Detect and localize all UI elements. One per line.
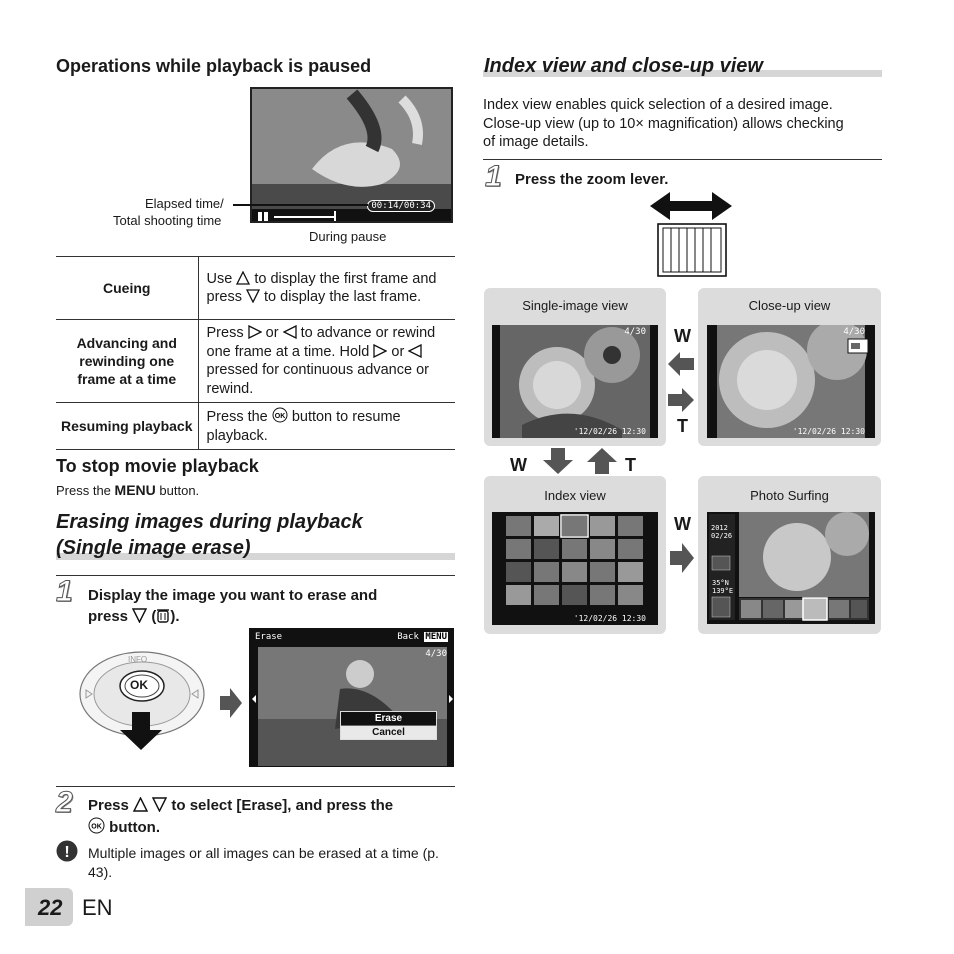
table-row: [56, 403, 455, 450]
right-step1-rule: [483, 159, 882, 160]
right-triangle-icon: [248, 325, 262, 339]
caution-icon: [56, 840, 78, 862]
table-row: [56, 320, 455, 403]
intro-text: [483, 96, 883, 152]
desc-text: Use: [206, 270, 233, 287]
ok-button-icon: [88, 817, 105, 834]
op-cell: Resuming playback: [56, 403, 198, 450]
stop-text: [56, 482, 199, 498]
trash-icon: [156, 607, 170, 623]
index-heading: Index view and close-up view: [484, 55, 763, 77]
back-label: [397, 632, 448, 642]
page-lang: EN: [82, 895, 113, 920]
w-label: W: [674, 514, 691, 534]
op-cell: Advancing and rewinding one frame at a time: [56, 320, 198, 403]
step1-part: press: [88, 608, 129, 625]
single-image-label: Single-image view: [522, 298, 628, 313]
surf-coord-lat: 35°N: [712, 579, 729, 587]
paused-movie-screen: [250, 87, 453, 223]
t-label: T: [677, 416, 688, 436]
surf-coord: [712, 579, 733, 595]
step1-line2: [88, 606, 377, 627]
index-label: Index view: [544, 488, 606, 503]
stop-heading: To stop movie playback: [56, 456, 259, 476]
table-row: [56, 257, 455, 320]
right-arrow-icon: [220, 688, 242, 718]
desc-text: or: [265, 325, 279, 341]
photo-surfing-screen: [707, 512, 875, 624]
left-arrow-icon: [668, 352, 694, 376]
counter: 4/30: [843, 327, 865, 337]
photo-surfing-panel: [698, 476, 881, 634]
intro-line: Close-up view (up to 10× magnification) allows checking: [483, 115, 844, 132]
single-image-screen: [492, 325, 658, 438]
right-arrow-icon: [670, 543, 694, 573]
image-counter: 4/30: [425, 649, 447, 659]
desc-text: or: [391, 343, 405, 360]
single-image-panel: [484, 288, 666, 446]
desc-text: pressed for continuous advance or rewind.: [206, 362, 429, 397]
menu-icon: MENU: [425, 632, 447, 642]
cancel-option[interactable]: Cancel: [341, 726, 436, 739]
w-label: W: [674, 326, 691, 346]
erase-heading-line1: Erasing images during playback: [56, 511, 363, 533]
closeup-panel: [698, 288, 881, 446]
surfing-photo: [707, 512, 875, 624]
surf-date-year: 2012: [711, 524, 728, 532]
elapsed-label: Elapsed time/: [145, 196, 224, 211]
up-triangle-icon: [133, 797, 148, 812]
desc-cell: [198, 257, 455, 320]
step2-line1: [88, 795, 393, 817]
op-cell: Cueing: [56, 257, 198, 320]
step1-rule: [56, 575, 455, 576]
step2-part: button.: [109, 819, 160, 836]
down-triangle-icon: [132, 608, 147, 623]
surf-date: [711, 524, 732, 540]
down-arrow-icon: [543, 448, 573, 474]
datestamp: '12/02/26 12:30: [792, 427, 865, 436]
down-triangle-icon: [246, 289, 260, 303]
during-pause-caption: During pause: [309, 229, 387, 244]
ok-button-icon: [272, 407, 288, 423]
erase-heading-line2: (Single image erase): [56, 537, 251, 559]
step2-part: to select [Erase], and press the: [171, 797, 394, 814]
step1-line1: Display the image you want to erase and: [88, 587, 378, 604]
menu-button-label: MENU: [114, 482, 156, 498]
callout-line: [233, 204, 368, 206]
desc-cell: [198, 320, 455, 403]
paused-heading: Operations while playback is paused: [56, 56, 372, 76]
svg-text:OK: OK: [91, 823, 102, 831]
stop-text-part: Press the: [56, 483, 111, 498]
surf-date-day: 02/26: [711, 532, 733, 540]
erase-screen: [249, 628, 454, 767]
dial-info-label: INFO: [128, 655, 148, 664]
closeup-label: Close-up view: [748, 298, 831, 313]
counter: 4/30: [624, 327, 646, 337]
erase-option[interactable]: Erase: [341, 712, 436, 726]
stop-text-part: button.: [159, 483, 200, 498]
operations-table: [56, 256, 455, 450]
desc-text: button to resume playback.: [206, 409, 401, 444]
page-number: 22: [38, 895, 63, 920]
right-step1-text: Press the zoom lever.: [515, 171, 669, 188]
back-text: Back: [397, 632, 419, 642]
desc-text: to advance or rewind one frame at a time. Hold: [206, 325, 436, 360]
index-screen: [492, 512, 658, 625]
up-triangle-icon: [236, 271, 250, 285]
step2-number: 2: [56, 786, 73, 819]
w-label: W: [510, 455, 527, 475]
step2-line2: [88, 817, 393, 839]
desc-cell: [198, 403, 455, 450]
step1-part: (: [151, 608, 157, 625]
up-arrow-icon: [587, 448, 617, 474]
surf-coord-lon: 139°E: [712, 587, 734, 595]
svg-text:OK: OK: [274, 413, 286, 420]
intro-line: Index view enables quick selection of a desired image.: [483, 97, 833, 113]
right-step1-number: 1: [485, 160, 502, 193]
zoom-lever-icon: [648, 192, 734, 278]
right-arrow-icon: [668, 388, 694, 412]
step2-text: [88, 795, 393, 839]
datestamp: '12/02/26 12:30: [573, 427, 646, 436]
left-triangle-icon: [408, 344, 422, 358]
step1-part: ).: [170, 608, 180, 625]
svg-text:!: !: [64, 844, 70, 861]
down-triangle-icon: [152, 797, 167, 812]
intro-line: of image details.: [483, 134, 589, 150]
dial-ok-label: OK: [130, 678, 148, 692]
girl-photo: [250, 629, 454, 767]
photo-surfing-label: Photo Surfing: [750, 488, 829, 503]
desc-text: Press the: [206, 409, 268, 425]
step2-part: Press: [88, 797, 129, 814]
screen-time: 00:14/00:34: [367, 200, 435, 212]
erase-menu: [340, 711, 437, 740]
erase-heading: [56, 509, 363, 561]
left-triangle-icon: [283, 325, 297, 339]
step1-text: [88, 585, 377, 627]
flower-closeup-photo: [707, 325, 875, 438]
right-triangle-icon: [373, 344, 387, 358]
press-down-arrow-icon: [120, 712, 162, 750]
desc-text: to display the last frame.: [264, 289, 422, 305]
index-panel: [484, 476, 666, 634]
closeup-screen: [707, 325, 875, 438]
datestamp: '12/02/26 12:30: [573, 614, 646, 623]
step1-number: 1: [56, 575, 73, 608]
erase-screen-title: Erase: [255, 632, 283, 642]
desc-text: Press: [206, 325, 244, 341]
thumbnail-grid: [492, 512, 658, 625]
t-label: T: [625, 455, 636, 475]
step2-rule: [56, 786, 455, 787]
desc-text: to display the first frame and press: [206, 270, 437, 305]
note-text: Multiple images or all images can be erased at a time (p. 43).: [88, 845, 439, 880]
flower-photo: [492, 325, 658, 438]
total-label: Total shooting time: [113, 213, 222, 228]
